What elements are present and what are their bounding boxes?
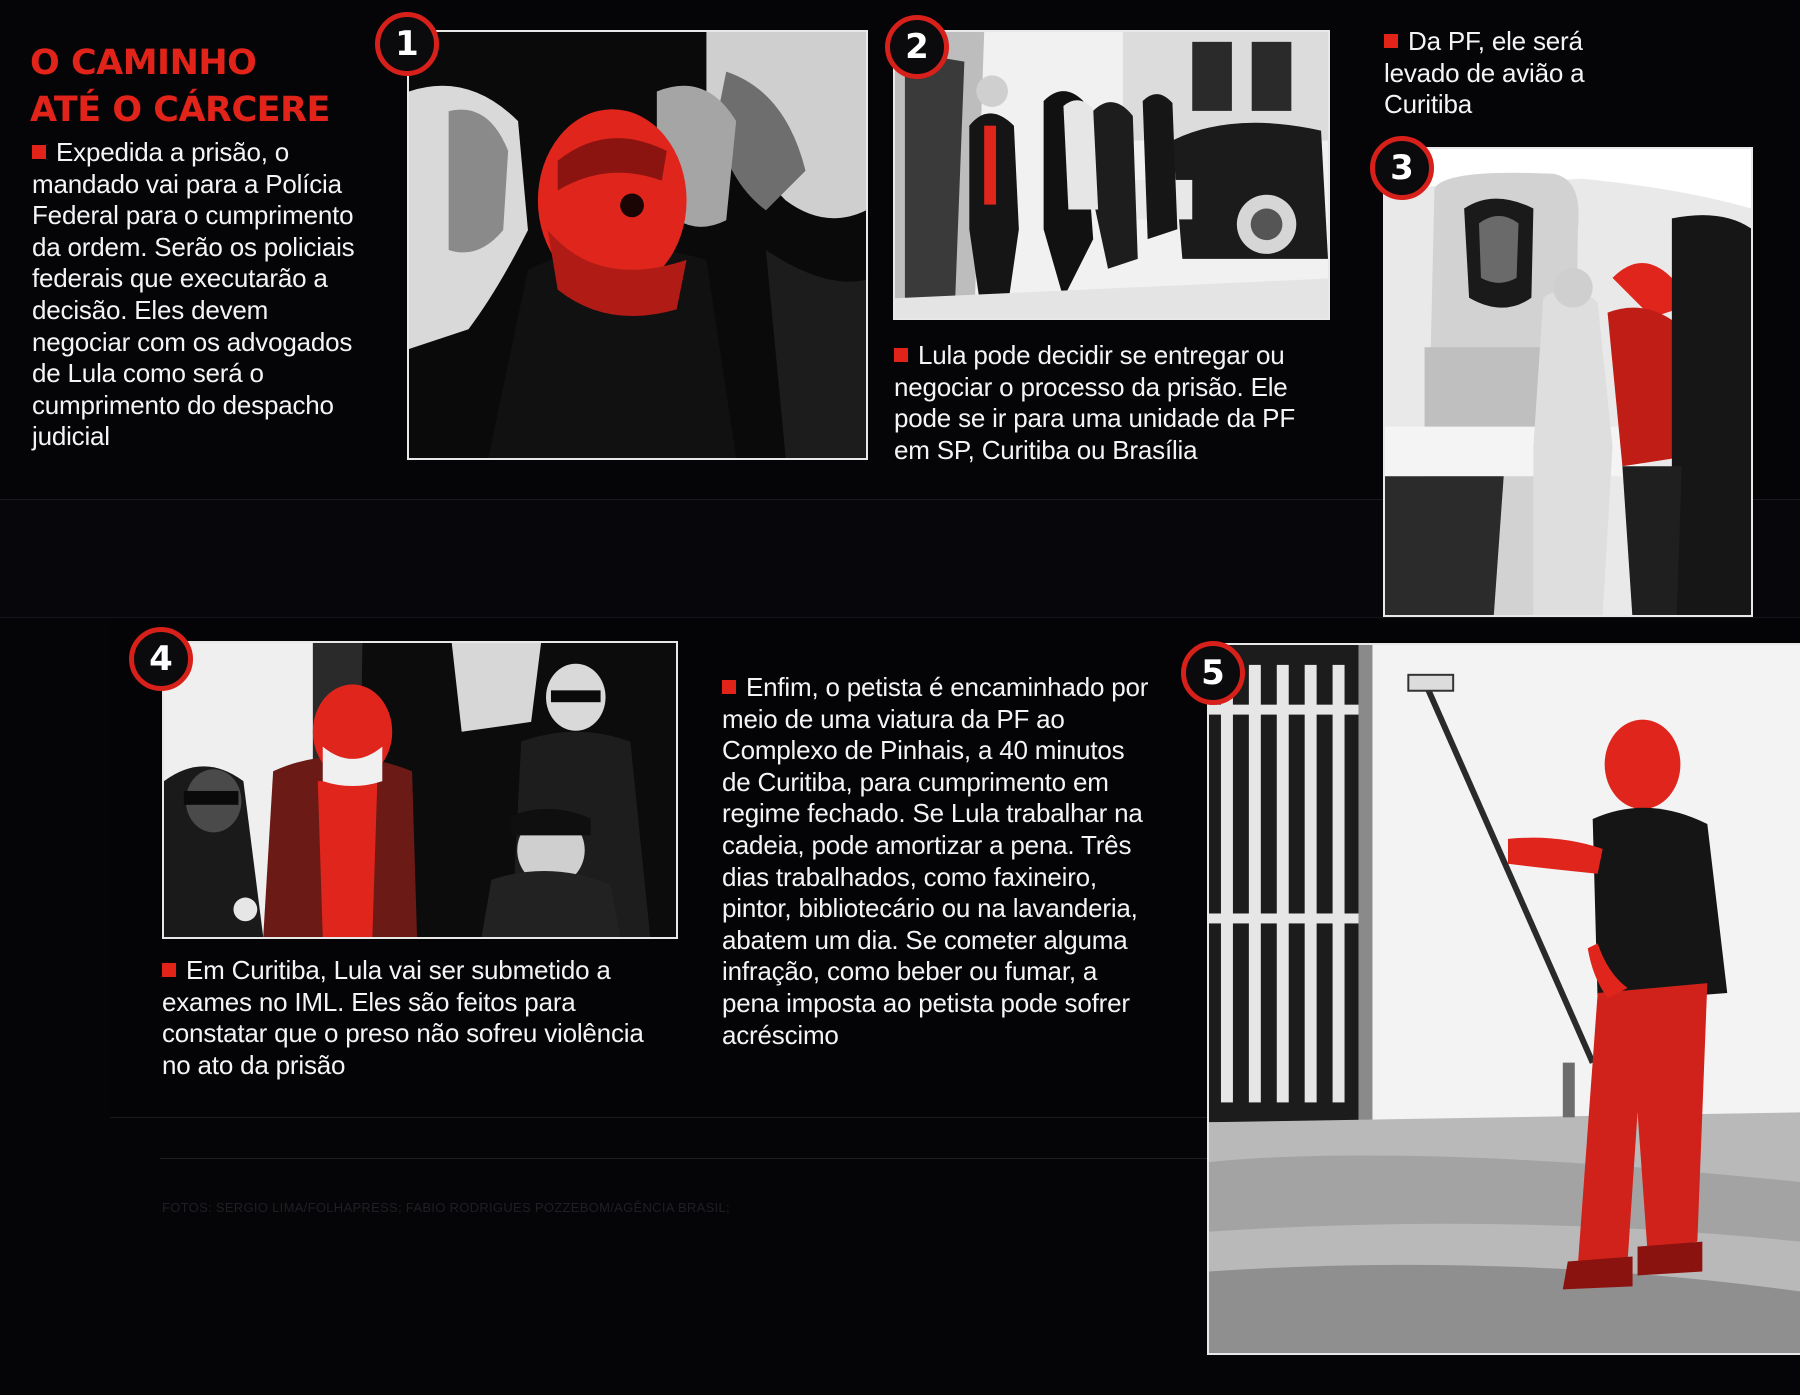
photo-credit: FOTOS: SERGIO LIMA/FOLHAPRESS; FABIO RODRIGUES POZZEBOM/AGÊNCIA BRASIL; (162, 1200, 730, 1215)
step-1-text: Expedida a prisão, o mandado vai para a Polícia Federal para o cumprimento da ordem. Serão os policiais federais que executarão a decisão. Eles devem negociar com os advogados de Lula como será o cumprimento do despacho judicial (32, 137, 355, 452)
bullet-square-icon (32, 145, 46, 159)
step-5-badge: 5 (1181, 641, 1245, 705)
photo-step-4 (162, 641, 678, 939)
photo-1-illustration (409, 32, 866, 458)
step-2-text: Lula pode decidir se entregar ou negociar o processo da prisão. Ele pode se ir para uma unidade da PF em SP, Curitiba ou Brasília (894, 340, 1295, 465)
step-1-text-block (32, 137, 367, 453)
step-5-text: Enfim, o petista é encaminhado por meio de uma viatura da PF ao Complexo de Pinhais, a 40 minutos de Curitiba, para cumprimento em regime fechado. Se Lula trabalhar na cadeia, pode amortizar a pena. Três dias trabalhados, como faxineiro, pintor, bibliotecário ou na lavanderia, abatem um dia. Se cometer alguma infração, como beber ou fumar, a pena imposta ao petista pode sofrer acréscimo (722, 672, 1149, 1050)
infographic-title (30, 40, 330, 134)
step-1-badge: 1 (375, 12, 439, 76)
photo-step-5 (1207, 643, 1800, 1355)
title-line-1: O CAMINHO (30, 43, 257, 83)
step-2-badge: 2 (885, 15, 949, 79)
step-5-text-block (722, 672, 1152, 1051)
photo-3-illustration (1385, 149, 1751, 615)
photo-5-illustration (1209, 645, 1800, 1353)
bullet-square-icon (162, 963, 176, 977)
step-2-text-block (894, 340, 1334, 466)
step-4-badge: 4 (129, 627, 193, 691)
step-4-text-block (162, 955, 652, 1081)
photo-step-1 (407, 30, 868, 460)
step-4-text: Em Curitiba, Lula vai ser submetido a exames no IML. Eles são feitos para constatar que o preso não sofreu violência no ato da prisão (162, 955, 644, 1080)
step-3-text: Da PF, ele será levado de avião a Curitiba (1384, 26, 1585, 120)
photo-step-2 (893, 30, 1330, 320)
photo-2-illustration (895, 32, 1328, 318)
divider-rule (160, 1158, 1210, 1159)
photo-4-illustration (164, 643, 676, 937)
bullet-square-icon (894, 348, 908, 362)
photo-step-3 (1383, 147, 1753, 617)
step-3-badge: 3 (1370, 136, 1434, 200)
bullet-square-icon (722, 680, 736, 694)
step-3-text-block (1384, 26, 1614, 121)
bullet-square-icon (1384, 34, 1398, 48)
title-line-2: ATÉ O CÁRCERE (30, 90, 330, 130)
